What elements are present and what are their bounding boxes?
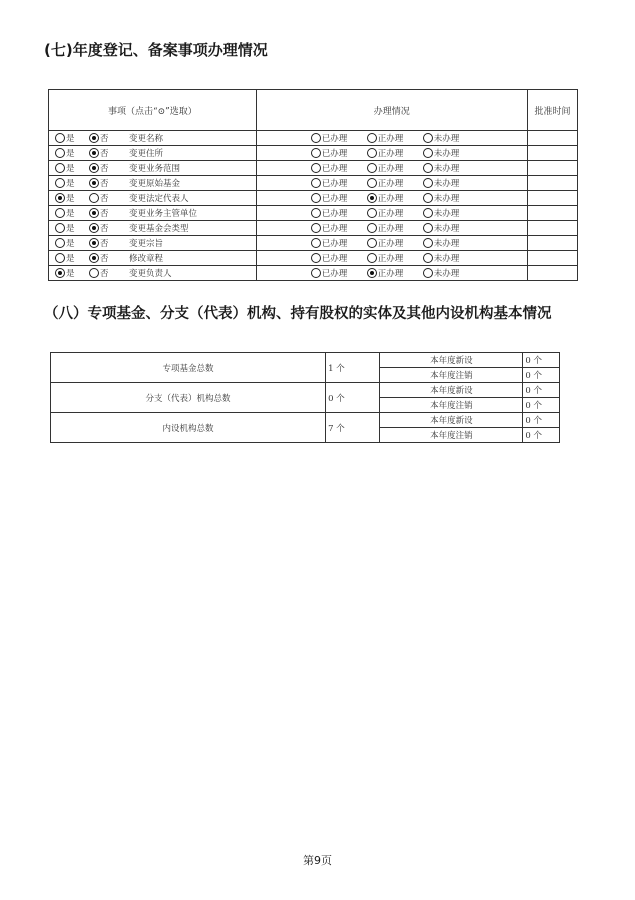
group-total: 7 个 [326, 413, 380, 443]
table-row [51, 353, 560, 368]
status-label: 未办理 [433, 224, 460, 234]
item-name: 变更原始基金 [129, 179, 181, 189]
status-label: 未办理 [433, 254, 460, 264]
table-row [49, 236, 578, 251]
item-cell [49, 161, 257, 176]
item-cell [49, 131, 257, 146]
status-radio[interactable] [423, 268, 433, 278]
status-radio[interactable] [311, 253, 321, 263]
status-option[interactable] [367, 147, 423, 159]
status-label: 已办理 [321, 149, 348, 159]
status-label: 已办理 [321, 209, 348, 219]
radio-no[interactable] [89, 223, 99, 233]
status-radio[interactable] [311, 238, 321, 248]
no-label: 否 [100, 194, 109, 204]
status-cell [256, 266, 527, 281]
no-label: 否 [100, 239, 109, 249]
status-radio[interactable] [423, 163, 433, 173]
yes-option[interactable] [55, 222, 89, 234]
table-row [49, 266, 578, 281]
radio-yes[interactable] [55, 268, 65, 278]
radio-yes[interactable] [55, 223, 65, 233]
approval-cell [527, 206, 577, 221]
yes-option[interactable] [55, 207, 89, 219]
no-option[interactable] [89, 222, 129, 234]
approval-cell [527, 266, 577, 281]
status-option[interactable] [311, 177, 367, 189]
radio-yes[interactable] [55, 253, 65, 263]
radio-no[interactable] [89, 238, 99, 248]
status-option[interactable] [367, 162, 423, 174]
yes-label: 是 [66, 164, 75, 174]
status-cell [256, 146, 527, 161]
sub-value: 0 个 [523, 383, 560, 398]
status-option[interactable] [367, 177, 423, 189]
status-label: 正办理 [377, 254, 404, 264]
radio-yes[interactable] [55, 148, 65, 158]
status-option[interactable] [311, 192, 367, 204]
status-radio[interactable] [311, 208, 321, 218]
no-option[interactable] [89, 252, 129, 264]
status-label: 已办理 [321, 254, 348, 264]
item-cell [49, 251, 257, 266]
status-label: 已办理 [321, 134, 348, 144]
no-option[interactable] [89, 237, 129, 249]
radio-yes[interactable] [55, 238, 65, 248]
yes-option[interactable] [55, 177, 89, 189]
yes-option[interactable] [55, 237, 89, 249]
status-label: 已办理 [321, 269, 348, 279]
status-label: 未办理 [433, 239, 460, 249]
item-name: 变更业务范围 [129, 164, 181, 174]
yes-option[interactable] [55, 132, 89, 144]
approval-cell [527, 131, 577, 146]
table-header-row [49, 90, 578, 131]
status-label: 已办理 [321, 194, 348, 204]
status-radio[interactable] [367, 193, 377, 203]
status-radio[interactable] [311, 133, 321, 143]
status-label: 已办理 [321, 179, 348, 189]
status-option[interactable] [311, 252, 367, 264]
no-option[interactable] [89, 192, 129, 204]
status-radio[interactable] [423, 178, 433, 188]
radio-no[interactable] [89, 268, 99, 278]
status-radio[interactable] [367, 148, 377, 158]
yes-label: 是 [66, 134, 75, 144]
status-option[interactable] [311, 147, 367, 159]
status-cell [256, 161, 527, 176]
status-cell [256, 206, 527, 221]
yes-label: 是 [66, 149, 75, 159]
item-cell [49, 206, 257, 221]
status-option[interactable] [423, 267, 479, 279]
registration-table [48, 89, 578, 281]
no-label: 否 [100, 164, 109, 174]
institution-table [50, 352, 560, 443]
page-number: 第9页 [303, 854, 332, 867]
status-option[interactable] [423, 252, 479, 264]
yes-label: 是 [66, 224, 75, 234]
status-radio[interactable] [423, 238, 433, 248]
item-name: 变更宗旨 [129, 239, 164, 249]
table-row [49, 131, 578, 146]
yes-option[interactable] [55, 162, 89, 174]
status-option[interactable] [423, 222, 479, 234]
yes-option[interactable] [55, 267, 89, 279]
status-radio[interactable] [367, 253, 377, 263]
section7-title: (七)年度登记、备案事项办理情况 [44, 41, 268, 59]
yes-option[interactable] [55, 192, 89, 204]
status-radio[interactable] [367, 133, 377, 143]
status-radio[interactable] [423, 133, 433, 143]
table-row [49, 221, 578, 236]
sub-value: 0 个 [523, 428, 560, 443]
radio-no[interactable] [89, 193, 99, 203]
item-name: 变更名称 [129, 134, 164, 144]
item-name: 修改章程 [129, 254, 164, 264]
item-name: 变更业务主管单位 [129, 209, 198, 219]
status-option[interactable] [423, 162, 479, 174]
group-total: 0 个 [326, 383, 380, 413]
no-option[interactable] [89, 147, 129, 159]
radio-yes[interactable] [55, 163, 65, 173]
status-radio[interactable] [311, 193, 321, 203]
status-cell [256, 131, 527, 146]
status-option[interactable] [423, 177, 479, 189]
yes-label: 是 [66, 179, 75, 189]
no-label: 否 [100, 149, 109, 159]
status-option[interactable] [311, 207, 367, 219]
sub-label: 本年度新设 [380, 353, 523, 368]
status-label: 正办理 [377, 194, 404, 204]
item-cell [49, 221, 257, 236]
table-row [49, 146, 578, 161]
status-option[interactable] [311, 162, 367, 174]
approval-cell [527, 146, 577, 161]
table-row [49, 176, 578, 191]
status-option[interactable] [311, 222, 367, 234]
status-radio[interactable] [423, 208, 433, 218]
item-name: 变更住所 [129, 149, 164, 159]
status-cell [256, 176, 527, 191]
item-cell [49, 191, 257, 206]
approval-cell [527, 161, 577, 176]
status-radio[interactable] [311, 178, 321, 188]
sub-label: 本年度新设 [380, 413, 523, 428]
sub-value: 0 个 [523, 368, 560, 383]
status-option[interactable] [311, 237, 367, 249]
status-label: 正办理 [377, 134, 404, 144]
status-radio[interactable] [367, 163, 377, 173]
header-status: 办理情况 [256, 90, 527, 131]
sub-value: 0 个 [523, 413, 560, 428]
status-radio[interactable] [367, 268, 377, 278]
status-radio[interactable] [367, 178, 377, 188]
status-cell [256, 251, 527, 266]
sub-label: 本年度新设 [380, 383, 523, 398]
no-option[interactable] [89, 207, 129, 219]
status-cell [256, 191, 527, 206]
status-label: 未办理 [433, 209, 460, 219]
status-radio[interactable] [311, 148, 321, 158]
status-radio[interactable] [367, 208, 377, 218]
item-cell [49, 176, 257, 191]
table-row [49, 206, 578, 221]
table-row [49, 191, 578, 206]
radio-no[interactable] [89, 208, 99, 218]
status-label: 已办理 [321, 224, 348, 234]
item-name: 变更基金会类型 [129, 224, 189, 234]
approval-cell [527, 251, 577, 266]
status-label: 正办理 [377, 179, 404, 189]
status-option[interactable] [423, 132, 479, 144]
radio-yes[interactable] [55, 208, 65, 218]
status-label: 未办理 [433, 149, 460, 159]
sub-label: 本年度注销 [380, 368, 523, 383]
status-option[interactable] [367, 237, 423, 249]
radio-yes[interactable] [55, 193, 65, 203]
status-option[interactable] [367, 132, 423, 144]
radio-no[interactable] [89, 163, 99, 173]
status-label: 正办理 [377, 164, 404, 174]
status-option[interactable] [311, 267, 367, 279]
status-label: 正办理 [377, 269, 404, 279]
approval-cell [527, 221, 577, 236]
status-label: 已办理 [321, 239, 348, 249]
item-cell [49, 146, 257, 161]
status-option[interactable] [311, 132, 367, 144]
yes-label: 是 [66, 239, 75, 249]
yes-option[interactable] [55, 147, 89, 159]
status-option[interactable] [367, 192, 423, 204]
status-label: 未办理 [433, 134, 460, 144]
status-option[interactable] [367, 267, 423, 279]
table-row [49, 251, 578, 266]
status-label: 正办理 [377, 209, 404, 219]
table-row [51, 383, 560, 398]
status-radio[interactable] [423, 193, 433, 203]
yes-label: 是 [66, 269, 75, 279]
status-label: 未办理 [433, 179, 460, 189]
item-name: 变更负责人 [129, 269, 172, 279]
radio-no[interactable] [89, 253, 99, 263]
approval-cell [527, 191, 577, 206]
no-label: 否 [100, 179, 109, 189]
status-label: 未办理 [433, 164, 460, 174]
status-option[interactable] [367, 222, 423, 234]
section8-title: （八）专项基金、分支（代表）机构、持有股权的实体及其他内设机构基本情况 [44, 306, 552, 322]
yes-label: 是 [66, 254, 75, 264]
yes-label: 是 [66, 209, 75, 219]
approval-cell [527, 236, 577, 251]
radio-yes[interactable] [55, 133, 65, 143]
status-option[interactable] [423, 207, 479, 219]
no-option[interactable] [89, 177, 129, 189]
status-option[interactable] [423, 237, 479, 249]
status-option[interactable] [367, 207, 423, 219]
radio-no[interactable] [89, 133, 99, 143]
status-radio[interactable] [367, 238, 377, 248]
status-radio[interactable] [311, 163, 321, 173]
approval-cell [527, 176, 577, 191]
no-label: 否 [100, 134, 109, 144]
group-label: 内设机构总数 [51, 413, 326, 443]
status-label: 正办理 [377, 149, 404, 159]
status-label: 正办理 [377, 239, 404, 249]
item-cell [49, 266, 257, 281]
group-total: 1 个 [326, 353, 380, 383]
status-radio[interactable] [423, 148, 433, 158]
status-radio[interactable] [423, 253, 433, 263]
header-approval: 批准时间 [527, 90, 577, 131]
no-label: 否 [100, 254, 109, 264]
item-cell [49, 236, 257, 251]
no-label: 否 [100, 224, 109, 234]
status-option[interactable] [423, 147, 479, 159]
no-label: 否 [100, 269, 109, 279]
no-option[interactable] [89, 132, 129, 144]
status-label: 未办理 [433, 194, 460, 204]
yes-option[interactable] [55, 252, 89, 264]
header-item: 事项（点击“⊙”选取） [49, 90, 257, 131]
group-label: 分支（代表）机构总数 [51, 383, 326, 413]
radio-no[interactable] [89, 148, 99, 158]
group-label: 专项基金总数 [51, 353, 326, 383]
radio-no[interactable] [89, 178, 99, 188]
status-radio[interactable] [311, 223, 321, 233]
status-cell [256, 221, 527, 236]
no-label: 否 [100, 209, 109, 219]
sub-label: 本年度注销 [380, 428, 523, 443]
status-option[interactable] [423, 192, 479, 204]
status-radio[interactable] [367, 223, 377, 233]
sub-value: 0 个 [523, 398, 560, 413]
sub-label: 本年度注销 [380, 398, 523, 413]
item-name: 变更法定代表人 [129, 194, 189, 204]
no-option[interactable] [89, 267, 129, 279]
no-option[interactable] [89, 162, 129, 174]
status-option[interactable] [367, 252, 423, 264]
status-radio[interactable] [423, 223, 433, 233]
status-label: 已办理 [321, 164, 348, 174]
status-label: 未办理 [433, 269, 460, 279]
yes-label: 是 [66, 194, 75, 204]
table-row [51, 413, 560, 428]
radio-yes[interactable] [55, 178, 65, 188]
status-label: 正办理 [377, 224, 404, 234]
status-cell [256, 236, 527, 251]
sub-value: 0 个 [523, 353, 560, 368]
table-row [49, 161, 578, 176]
status-radio[interactable] [311, 268, 321, 278]
